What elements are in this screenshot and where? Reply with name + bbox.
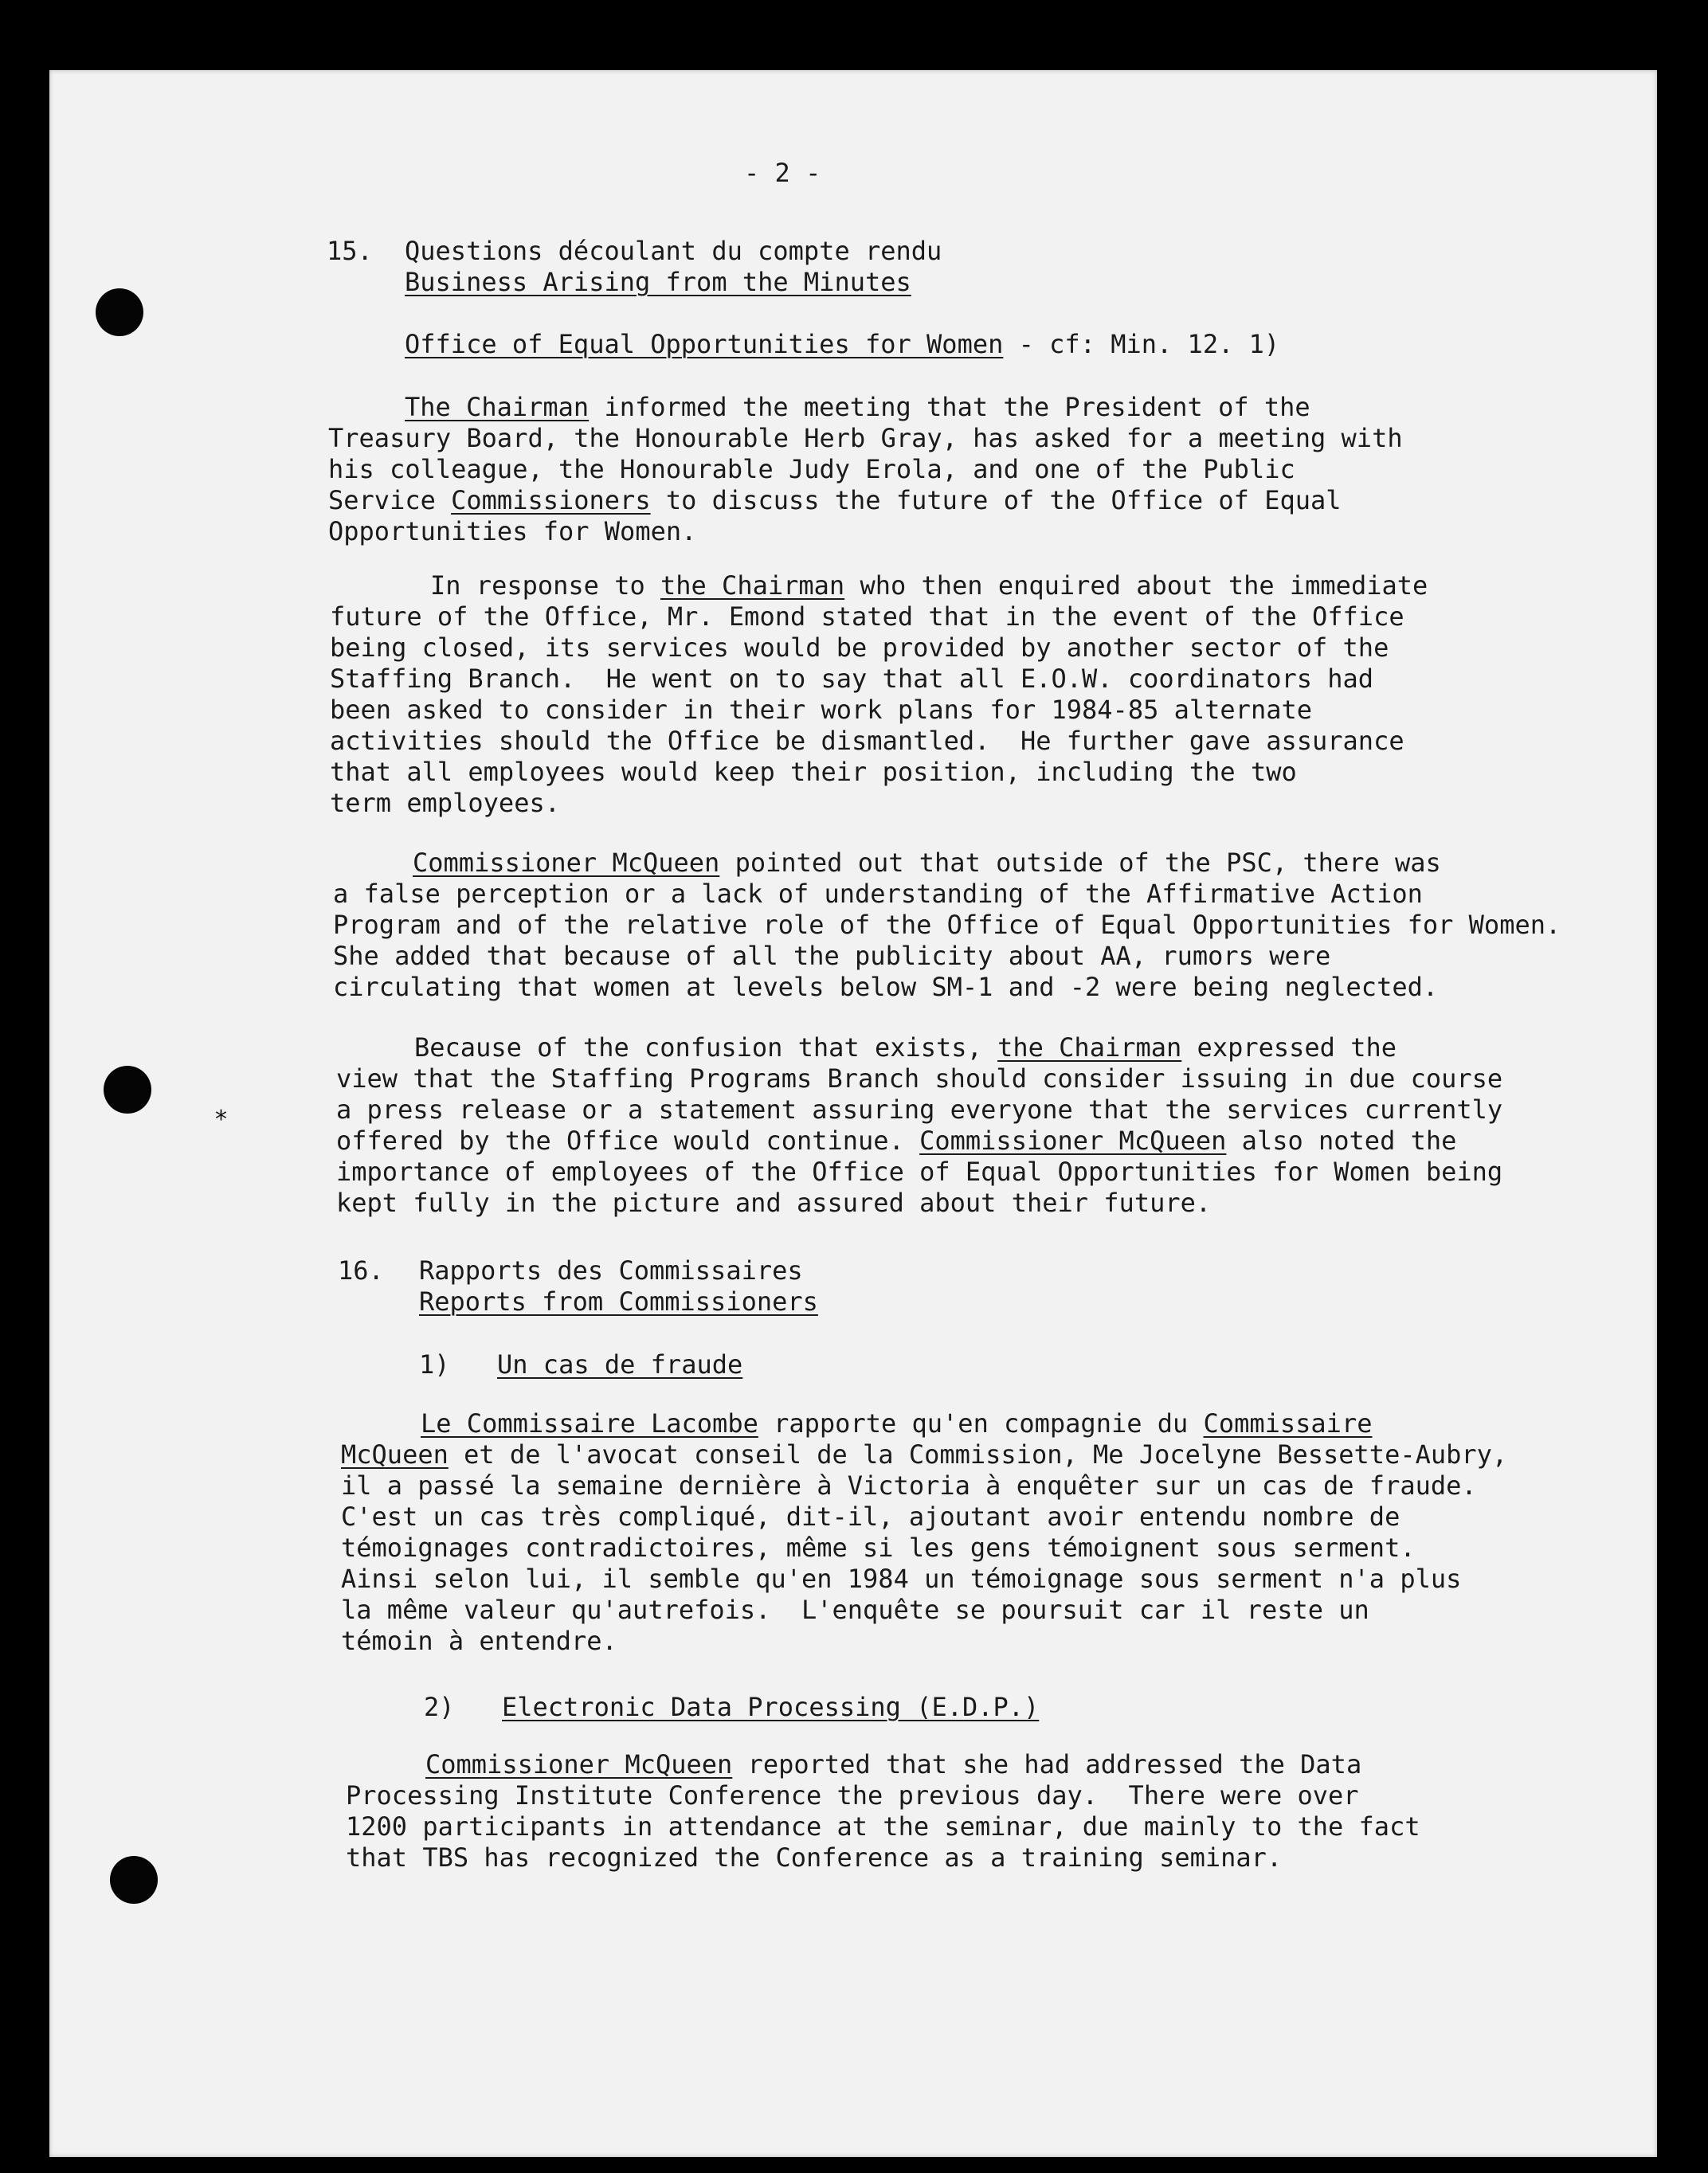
item16-title-fr: Rapports des Commissaires — [419, 1255, 803, 1286]
sub1-line-3: il a passé la semaine dernière à Victoria à enquêter sur un cas de fraude. — [341, 1470, 1477, 1501]
sub2-line-1: reported that she had addressed the Data — [732, 1749, 1362, 1780]
p2-line-5: been asked to consider in their work plans for 1984-85 alternate — [330, 695, 1312, 725]
p1-line-5: Opportunities for Women. — [328, 516, 697, 546]
sub2-lead-underlined: Commissioner McQueen — [425, 1749, 733, 1780]
p4-line-1b: expressed the — [1181, 1032, 1397, 1063]
sub1-line-1-underlined: Commissaire — [1203, 1408, 1373, 1439]
sub2-number: 2) — [424, 1692, 455, 1722]
p2-line-3: being closed, its services would be provided by another sector of the — [330, 632, 1389, 663]
sub2-title: Electronic Data Processing (E.D.P.) — [502, 1692, 1040, 1722]
sub2-line-3: 1200 participants in attendance at the seminar, due mainly to the fact — [346, 1811, 1420, 1842]
p3-line-2: a false perception or a lack of understanding of the Affirmative Action — [333, 879, 1423, 909]
item15-subheading-underlined: Office of Equal Opportunities for Women — [405, 329, 1004, 359]
sub2-line-4: that TBS has recognized the Conference as a training seminar. — [346, 1842, 1283, 1873]
item15-paragraph-3 — [333, 848, 1561, 1003]
margin-asterisk: * — [215, 1106, 227, 1133]
sub1-line-5: témoignages contradictoires, même si les gens témoignent sous serment. — [341, 1533, 1416, 1563]
item15-subheading-rest: - cf: Min. 12. 1) — [1003, 329, 1280, 359]
sub1-line-6: Ainsi selon lui, il semble qu'en 1984 un témoignage sous serment n'a plus — [341, 1564, 1462, 1594]
p3-line-4: She added that because of all the publicity about AA, rumors were — [333, 941, 1331, 971]
item15-paragraph-1 — [328, 392, 1403, 547]
sub1-line-7: la même valeur qu'autrefois. L'enquête se poursuit car il reste un — [341, 1595, 1369, 1625]
sub1-line-1a: rapporte qu'en compagnie du — [758, 1408, 1204, 1439]
sub2-line-2: Processing Institute Conference the previous day. There were over — [346, 1780, 1359, 1811]
p2-line-7: that all employees would keep their position, including the two — [330, 757, 1297, 787]
item16-title-en: Reports from Commissioners — [419, 1286, 818, 1317]
p2-line-1-underlined: the Chairman — [660, 570, 845, 601]
item16-number: 16. — [338, 1255, 384, 1286]
sub1-line-2-underlined: McQueen — [341, 1439, 449, 1470]
sub2-paragraph — [346, 1749, 1420, 1873]
p4-line-1a: Because of the confusion that exists, — [414, 1032, 998, 1063]
chairman-name: The Chairman — [405, 392, 590, 422]
lacombe-name: Le Commissaire Lacombe — [421, 1408, 758, 1439]
p1-line-4a: Service — [328, 485, 452, 515]
p1-line-4b: to discuss the future of the Office of Equal — [650, 485, 1342, 515]
sub1-line-4: C'est un cas très compliqué, dit-il, ajoutant avoir entendu nombre de — [341, 1502, 1400, 1532]
p1-line-2: Treasury Board, the Honourable Herb Gray, has asked for a meeting with — [328, 423, 1403, 453]
p3-line-1: pointed out that outside of the PSC, there was — [719, 848, 1441, 878]
p3-line-3: Program and of the relative role of the Office of Equal Opportunities for Women. — [333, 910, 1561, 940]
item15-title-en: Business Arising from the Minutes — [405, 267, 911, 297]
sub1-paragraph — [341, 1408, 1507, 1657]
p3-lead-underlined: Commissioner McQueen — [413, 848, 720, 878]
p2-line-1b: who then enquired about the immediate — [844, 570, 1428, 601]
p1-line-4-underlined: Commissioners — [451, 485, 651, 515]
p2-line-1a: In response to — [430, 570, 660, 601]
sub1-title: Un cas de fraude — [497, 1349, 743, 1380]
p4-line-5: importance of employees of the Office of Equal Opportunities for Women being — [336, 1157, 1503, 1187]
item15-paragraph-4 — [336, 1032, 1502, 1219]
page-number: - 2 - — [744, 158, 821, 188]
p2-line-8: term employees. — [330, 788, 560, 818]
p4-line-1-underlined: the Chairman — [997, 1032, 1182, 1063]
p4-line-4-underlined: Commissioner McQueen — [919, 1126, 1227, 1156]
p4-line-6: kept fully in the picture and assured about their future. — [336, 1188, 1212, 1218]
punch-hole-middle — [104, 1066, 151, 1114]
item15-paragraph-2 — [330, 570, 1428, 819]
p4-line-3: a press release or a statement assuring everyone that the services currently — [336, 1094, 1503, 1125]
punch-hole-bottom — [110, 1856, 158, 1904]
sub1-line-2b: et de l'avocat conseil de la Commission, Me Jocelyne Bessette-Aubry, — [448, 1439, 1508, 1470]
p1-line-1: informed the meeting that the President of the — [589, 392, 1310, 422]
p2-line-4: Staffing Branch. He went on to say that all E.O.W. coordinators had — [330, 664, 1374, 694]
p2-line-2: future of the Office, Mr. Emond stated that in the event of the Office — [330, 601, 1404, 632]
p4-line-2: view that the Staffing Programs Branch should consider issuing in due course — [336, 1063, 1503, 1094]
p3-line-5: circulating that women at levels below SM-1 and -2 were being neglected. — [333, 972, 1439, 1002]
punch-hole-top — [96, 288, 143, 336]
item15-subheading — [405, 329, 1279, 360]
p2-line-6: activities should the Office be dismantled. He further gave assurance — [330, 726, 1404, 756]
sub1-number: 1) — [419, 1349, 450, 1380]
p4-line-4a: offered by the Office would continue. — [336, 1126, 920, 1156]
sub1-line-8: témoin à entendre. — [341, 1626, 617, 1656]
p4-line-4b: also noted the — [1226, 1126, 1457, 1156]
item15-title-fr: Questions découlant du compte rendu — [405, 236, 942, 266]
item15-number: 15. — [327, 236, 373, 266]
p1-line-3: his colleague, the Honourable Judy Erola, and one of the Public — [328, 454, 1295, 484]
